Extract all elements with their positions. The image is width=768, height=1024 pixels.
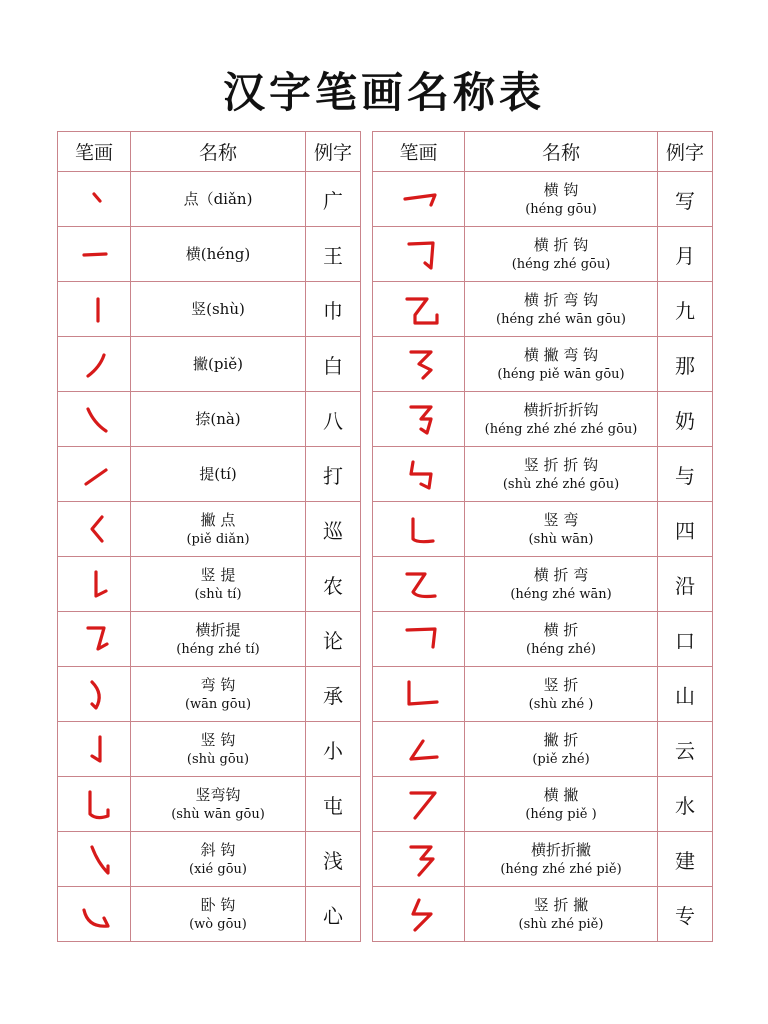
name-cell — [465, 337, 658, 392]
stroke-pinyin: (shù tí) — [194, 587, 242, 602]
stroke-cell — [58, 172, 131, 227]
table-row — [373, 502, 713, 557]
example-char: 论 — [306, 612, 361, 667]
name-cell — [131, 557, 306, 612]
stroke-name: 撇(piě) — [193, 355, 243, 373]
stroke-shuti-icon — [64, 558, 124, 610]
header-name: 名称 — [465, 132, 658, 172]
stroke-hengzheti-path — [88, 628, 107, 649]
stroke-name: 弯 钩 — [200, 676, 236, 694]
stroke-hengzhewan-icon — [379, 558, 459, 610]
table-row — [373, 722, 713, 777]
name-cell — [465, 612, 658, 667]
stroke-pinyin: (piě diǎn) — [186, 532, 250, 547]
stroke-pinyin: (héng zhé zhé zhé gōu) — [484, 422, 638, 437]
table-row — [373, 227, 713, 282]
example-char: 八 — [306, 392, 361, 447]
stroke-cell — [58, 447, 131, 502]
stroke-cell — [58, 392, 131, 447]
table-row — [58, 172, 361, 227]
table-row — [58, 557, 361, 612]
stroke-pinyin: (héng zhé gōu) — [511, 257, 611, 272]
stroke-hengzhezhepie-icon — [379, 833, 459, 885]
example-char: 打 — [306, 447, 361, 502]
name-cell — [465, 777, 658, 832]
name-cell — [465, 832, 658, 887]
table-row — [58, 227, 361, 282]
stroke-name: 横 折 弯 钩 — [523, 291, 599, 309]
example-char: 浅 — [306, 832, 361, 887]
stroke-henggou-icon — [379, 173, 459, 225]
example-char: 建 — [658, 832, 713, 887]
table-row — [58, 722, 361, 777]
table-row — [58, 832, 361, 887]
stroke-wogou-path — [84, 910, 108, 926]
example-char: 奶 — [658, 392, 713, 447]
example-char: 王 — [306, 227, 361, 282]
header-example: 例字 — [306, 132, 361, 172]
stroke-table-left — [57, 131, 361, 942]
example-char: 与 — [658, 447, 713, 502]
table-row — [58, 777, 361, 832]
example-char: 广 — [306, 172, 361, 227]
stroke-ti-path — [86, 470, 106, 484]
stroke-cell — [373, 282, 465, 337]
stroke-dian-path — [94, 194, 100, 201]
table-row — [373, 612, 713, 667]
name-cell — [131, 832, 306, 887]
stroke-hengzhegou-path — [409, 243, 433, 268]
stroke-pinyin: (wò gōu) — [189, 917, 247, 932]
example-char: 山 — [658, 667, 713, 722]
table-row — [58, 612, 361, 667]
table-row — [373, 392, 713, 447]
stroke-ti-icon — [64, 448, 124, 500]
example-char: 巾 — [306, 282, 361, 337]
stroke-cell — [373, 777, 465, 832]
stroke-hengzhewangou-icon — [379, 283, 459, 335]
stroke-xiegou-icon — [64, 833, 124, 885]
stroke-pinyin: (héng zhé tí) — [176, 642, 260, 657]
example-char: 水 — [658, 777, 713, 832]
stroke-cell — [373, 667, 465, 722]
stroke-name: 竖 折 — [543, 676, 579, 694]
stroke-cell — [58, 777, 131, 832]
stroke-pinyin: (héng piě ) — [525, 807, 597, 822]
stroke-shuzhezhegou-path — [411, 462, 431, 488]
table-row — [373, 557, 713, 612]
stroke-piezhe-icon — [379, 723, 459, 775]
stroke-pinyin: (wān gōu) — [184, 697, 252, 712]
stroke-name: 提(tí) — [199, 465, 237, 483]
name-cell — [131, 887, 306, 942]
example-char: 月 — [658, 227, 713, 282]
stroke-hengpiewangou-path — [411, 352, 431, 378]
example-char: 屯 — [306, 777, 361, 832]
stroke-pinyin: (piě zhé) — [532, 752, 590, 767]
stroke-name: 捺(nà) — [195, 410, 241, 428]
stroke-dian-icon — [64, 173, 124, 225]
stroke-cell — [58, 227, 131, 282]
stroke-pinyin: (shù zhé zhé gōu) — [502, 477, 620, 492]
stroke-name: 点（diǎn) — [183, 190, 253, 208]
table-row — [58, 887, 361, 942]
table-row — [58, 447, 361, 502]
stroke-cell — [58, 832, 131, 887]
example-char: 农 — [306, 557, 361, 612]
stroke-name: 竖 提 — [200, 566, 236, 584]
stroke-hengpie-icon — [379, 778, 459, 830]
name-cell — [465, 502, 658, 557]
name-cell — [465, 722, 658, 777]
name-cell — [465, 557, 658, 612]
stroke-name: 斜 钩 — [200, 841, 236, 859]
stroke-name: 横折折折钩 — [523, 401, 599, 419]
stroke-cell — [373, 337, 465, 392]
stroke-cell — [373, 447, 465, 502]
stroke-name: 竖弯钩 — [195, 786, 241, 804]
table-row — [373, 887, 713, 942]
example-char: 白 — [306, 337, 361, 392]
stroke-cell — [373, 722, 465, 777]
name-cell — [465, 227, 658, 282]
name-cell — [131, 337, 306, 392]
stroke-hengzhewangou-path — [407, 299, 437, 323]
stroke-hengzhezhepie-path — [411, 847, 433, 875]
example-char: 心 — [306, 887, 361, 942]
stroke-wangou-path — [92, 682, 99, 708]
name-cell — [465, 282, 658, 337]
stroke-pinyin: (shù zhé piě) — [518, 917, 604, 932]
stroke-shuzhepie-icon — [379, 888, 459, 940]
stroke-piedian-path — [92, 517, 102, 541]
stroke-pinyin: (héng gōu) — [525, 202, 597, 217]
stroke-heng-path — [84, 254, 106, 255]
stroke-pinyin: (xié gōu) — [189, 862, 247, 877]
stroke-hengpiewangou-icon — [379, 338, 459, 390]
stroke-cell — [58, 282, 131, 337]
stroke-hengzhe-path — [407, 629, 435, 647]
name-cell — [131, 227, 306, 282]
name-cell — [465, 172, 658, 227]
table-row — [58, 337, 361, 392]
stroke-cell — [373, 227, 465, 282]
stroke-shuwan-icon — [379, 503, 459, 555]
stroke-shu-icon — [64, 283, 124, 335]
stroke-piezhe-path — [411, 741, 437, 759]
stroke-shuwangou-path — [90, 792, 108, 818]
stroke-name: 横 撇 弯 钩 — [523, 346, 599, 364]
stroke-hengzhezhezhegou-path — [411, 407, 431, 433]
example-char: 四 — [658, 502, 713, 557]
stroke-cell — [58, 337, 131, 392]
example-char: 写 — [658, 172, 713, 227]
stroke-pie-icon — [64, 338, 124, 390]
page-title: 汉字笔画名称表 — [222, 68, 545, 117]
name-cell — [131, 502, 306, 557]
stroke-cell — [373, 832, 465, 887]
name-cell — [465, 887, 658, 942]
example-char: 巡 — [306, 502, 361, 557]
table-row — [373, 337, 713, 392]
stroke-name: 竖(shù) — [191, 300, 245, 318]
stroke-name: 横 撇 — [543, 786, 579, 804]
example-char: 沿 — [658, 557, 713, 612]
stroke-name: 竖 钩 — [200, 731, 236, 749]
header-name: 名称 — [131, 132, 306, 172]
example-char: 九 — [658, 282, 713, 337]
stroke-name: 横 折 — [543, 621, 579, 639]
name-cell — [131, 282, 306, 337]
stroke-name: 竖 弯 — [543, 511, 579, 529]
stroke-na-path — [88, 409, 106, 431]
name-cell — [131, 172, 306, 227]
stroke-cell — [58, 502, 131, 557]
stroke-pinyin: (shù wān) — [528, 532, 594, 547]
stroke-cell — [58, 887, 131, 942]
stroke-cell — [373, 612, 465, 667]
stroke-hengzheti-icon — [64, 613, 124, 665]
stroke-pinyin: (héng zhé wān gōu) — [496, 312, 626, 327]
table-row — [58, 667, 361, 722]
name-cell — [131, 667, 306, 722]
example-char: 专 — [658, 887, 713, 942]
stroke-shuzhe-icon — [379, 668, 459, 720]
name-cell — [131, 392, 306, 447]
stroke-name: 竖 折 撇 — [533, 896, 589, 914]
stroke-shuwan-path — [413, 519, 433, 542]
table-row — [373, 667, 713, 722]
stroke-hengzhewan-path — [407, 574, 435, 597]
stroke-cell — [373, 557, 465, 612]
stroke-shugou-icon — [64, 723, 124, 775]
stroke-xiegou-path — [92, 847, 108, 873]
stroke-hengpie-path — [411, 793, 435, 818]
stroke-shuzhe-path — [409, 682, 437, 704]
stroke-name: 横 钩 — [543, 181, 579, 199]
stroke-na-icon — [64, 393, 124, 445]
name-cell — [131, 612, 306, 667]
table-row — [373, 447, 713, 502]
table-row — [58, 392, 361, 447]
example-char: 那 — [658, 337, 713, 392]
stroke-hengzhegou-icon — [379, 228, 459, 280]
name-cell — [465, 392, 658, 447]
stroke-shuzhezhegou-icon — [379, 448, 459, 500]
stroke-name: 横(héng) — [185, 245, 251, 263]
name-cell — [131, 777, 306, 832]
stroke-cell — [58, 722, 131, 777]
stroke-cell — [58, 612, 131, 667]
stroke-heng-icon — [64, 228, 124, 280]
stroke-name: 横折提 — [195, 621, 241, 639]
stroke-pinyin: (shù gōu) — [186, 752, 250, 767]
stroke-name: 竖 折 折 钩 — [523, 456, 599, 474]
example-char: 云 — [658, 722, 713, 777]
table-row — [58, 282, 361, 337]
example-char: 小 — [306, 722, 361, 777]
stroke-hengzhezhezhegou-icon — [379, 393, 459, 445]
stroke-name: 横 折 钩 — [533, 236, 589, 254]
stroke-hengzhe-icon — [379, 613, 459, 665]
stroke-pinyin: (héng piě wān gōu) — [497, 367, 625, 382]
stroke-name: 撇 折 — [543, 731, 579, 749]
table-row — [373, 172, 713, 227]
stroke-cell — [373, 887, 465, 942]
stroke-piedian-icon — [64, 503, 124, 555]
stroke-cell — [373, 392, 465, 447]
stroke-table-right — [372, 131, 713, 942]
header-example: 例字 — [658, 132, 713, 172]
example-char: 口 — [658, 612, 713, 667]
stroke-shuzhepie-path — [413, 900, 431, 930]
table-row — [373, 832, 713, 887]
stroke-pinyin: (shù wān gōu) — [171, 807, 265, 822]
header-stroke: 笔画 — [373, 132, 465, 172]
stroke-pinyin: (shù zhé ) — [528, 697, 594, 712]
stroke-pinyin: (héng zhé wān) — [510, 587, 612, 602]
stroke-name: 卧 钩 — [200, 896, 236, 914]
example-char: 承 — [306, 667, 361, 722]
stroke-wangou-icon — [64, 668, 124, 720]
name-cell — [465, 667, 658, 722]
table-row — [58, 502, 361, 557]
stroke-shugou-path — [92, 737, 100, 761]
stroke-name: 横 折 弯 — [533, 566, 589, 584]
name-cell — [131, 447, 306, 502]
stroke-shuti-path — [96, 572, 106, 596]
header-stroke: 笔画 — [58, 132, 131, 172]
table-row — [373, 777, 713, 832]
name-cell — [465, 447, 658, 502]
stroke-pinyin: (héng zhé zhé piě) — [500, 862, 622, 877]
stroke-cell — [373, 502, 465, 557]
stroke-cell — [58, 667, 131, 722]
stroke-cell — [58, 557, 131, 612]
stroke-cell — [373, 172, 465, 227]
name-cell — [131, 722, 306, 777]
table-row — [373, 282, 713, 337]
stroke-name: 撇 点 — [200, 511, 236, 529]
stroke-name: 横折折撇 — [530, 841, 591, 859]
stroke-wogou-icon — [64, 888, 124, 940]
stroke-pinyin: (héng zhé) — [526, 642, 596, 657]
stroke-pie-path — [88, 355, 104, 376]
stroke-shuwangou-icon — [64, 778, 124, 830]
stroke-henggou-path — [405, 195, 435, 205]
